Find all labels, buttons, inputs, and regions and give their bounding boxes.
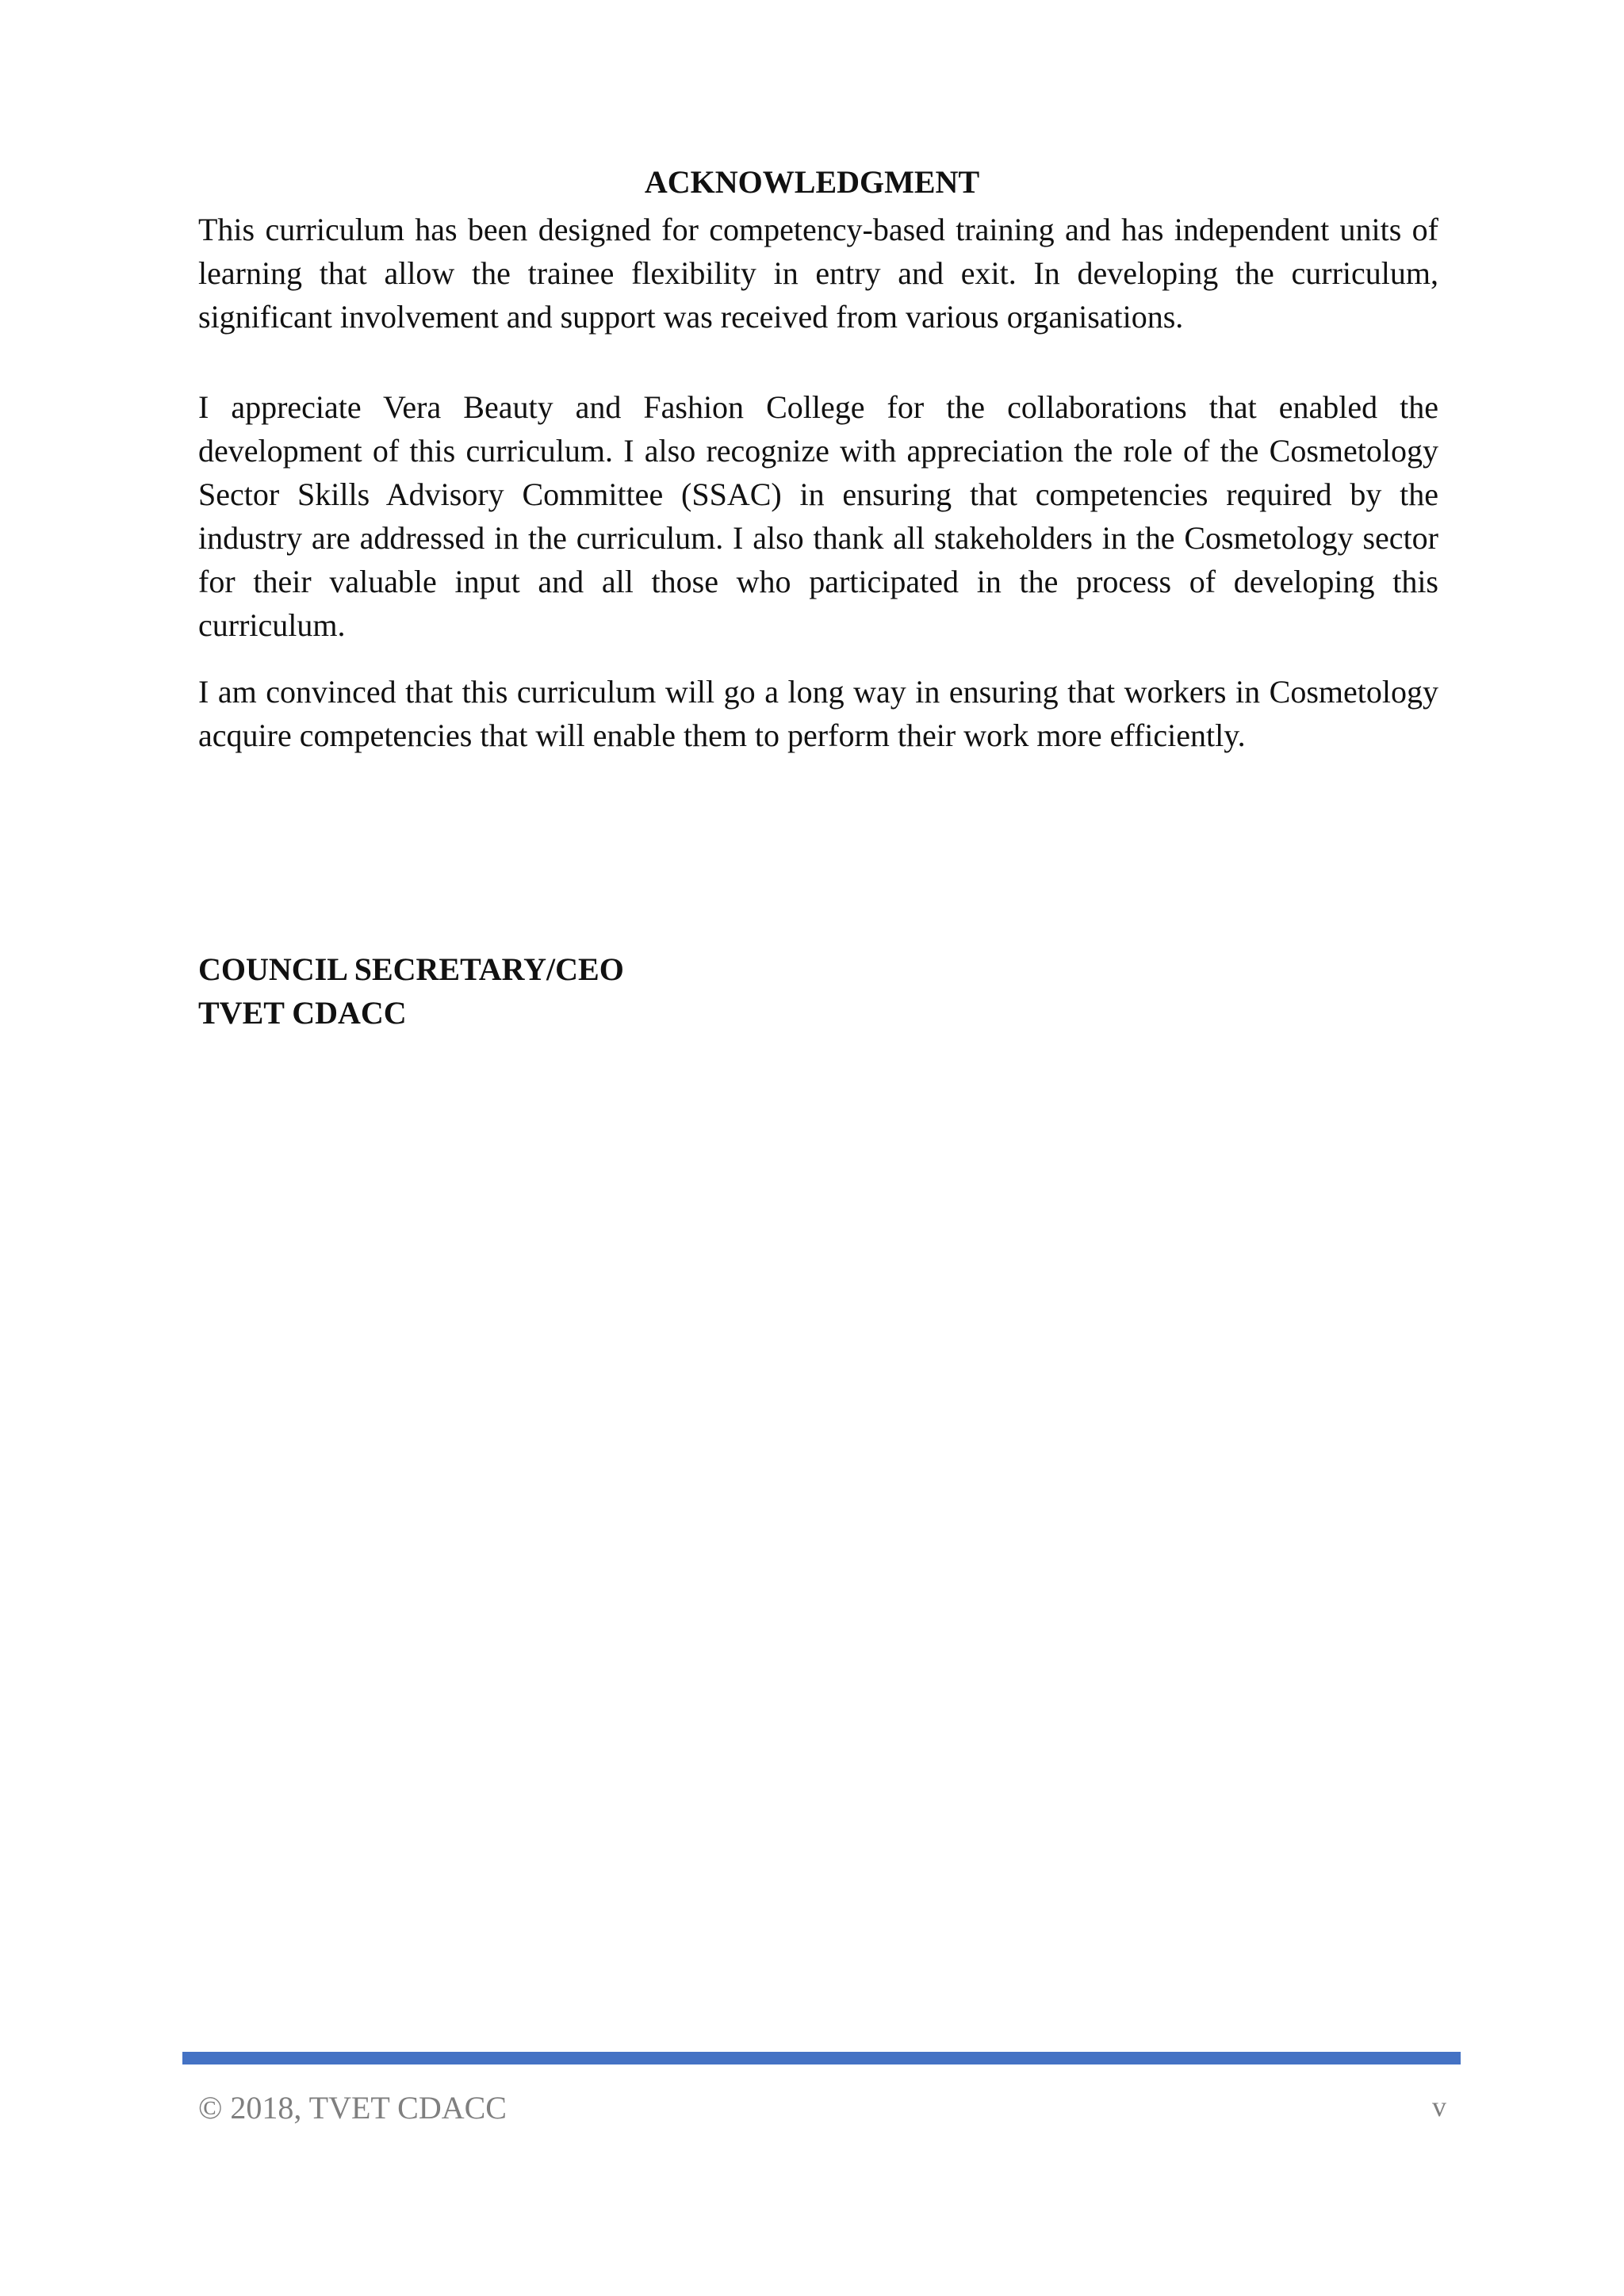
page-number: v bbox=[1432, 2091, 1446, 2122]
page-title: ACKNOWLEDGMENT bbox=[644, 164, 980, 200]
footer-copyright: © 2018, TVET CDACC bbox=[198, 2090, 507, 2126]
signature-title: COUNCIL SECRETARY/CEO bbox=[198, 951, 624, 987]
signature-organization: TVET CDACC bbox=[198, 995, 407, 1031]
paragraph-appreciation: I appreciate Vera Beauty and Fashion College for the collaborations that enabled the development of this curriculum. I also recognize with appreciation the role of the Cosmetology Sector Skills Advisory Committee (SSAC) in ensuring that competencies required by the industry are addressed in the curriculum. I also thank all stakeholders in the Cosmetology sector for their valuable input and all those who participated in the process of developing this curriculum. bbox=[198, 389, 1438, 643]
paragraph-conclusion: I am convinced that this curriculum will go a long way in ensuring that workers in Cosmetology acquire competencies that will enable them to perform their work more efficiently. bbox=[198, 674, 1438, 753]
signature-block bbox=[198, 947, 624, 1035]
paragraph-intro: This curriculum has been designed for competency-based training and has independent units of learning that allow the trainee flexibility in entry and exit. In developing the curriculum, significant involvement and support was received from various organisations. bbox=[198, 212, 1438, 335]
footer-divider bbox=[182, 2052, 1461, 2064]
